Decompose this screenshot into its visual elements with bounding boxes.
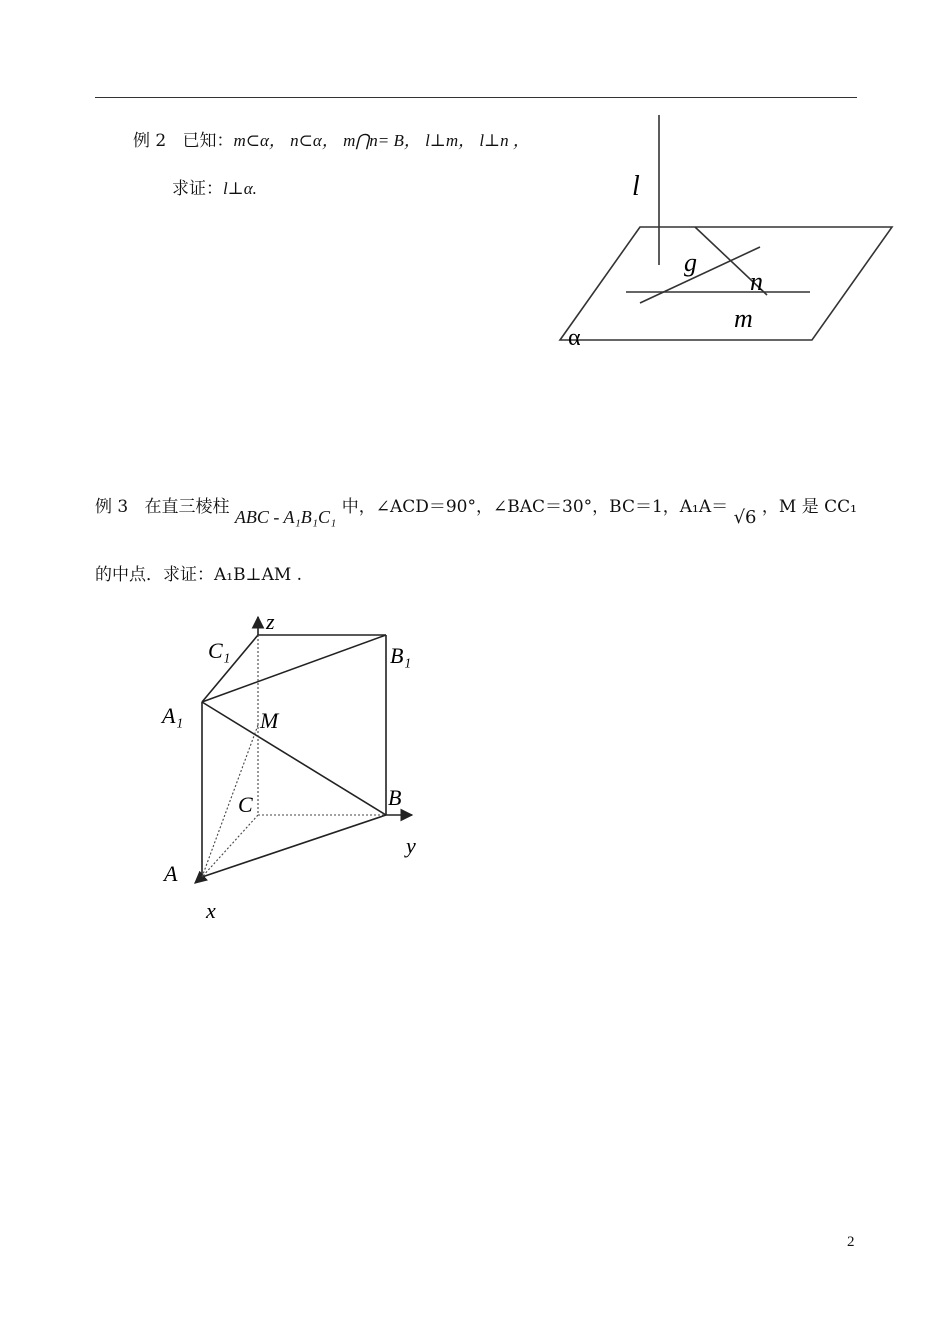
example2-given	[133, 126, 530, 151]
label-m: m	[734, 304, 753, 333]
example2-label: 例 2	[133, 131, 167, 151]
example2-prove-math: l⊥α.	[223, 179, 257, 198]
example3-text-part1: 在直三棱柱	[144, 497, 230, 517]
label-b: B	[388, 785, 402, 810]
edge-a-b	[202, 815, 386, 877]
label-n: n	[750, 267, 763, 296]
example3-line1	[95, 492, 857, 528]
example2-given-math: m⊂α， n⊂α， m⋂n= B， l⊥m， l⊥n ，	[233, 131, 530, 150]
label-b1: B₁	[390, 643, 412, 668]
label-g: g	[684, 248, 697, 277]
page-number: 2	[847, 1234, 855, 1250]
figure-plane-lines	[540, 105, 910, 355]
label-z: z	[266, 609, 275, 634]
label-m-point: M	[260, 708, 279, 733]
segment-a1-b	[202, 702, 386, 815]
example3-sqrt6: √6	[733, 507, 757, 528]
label-c1: C₁	[208, 638, 231, 663]
example2-given-prefix: 已知：	[182, 131, 234, 151]
example3-text-part2: 中，∠ACD＝90°，∠BAC＝30°，BC＝1，A₁A＝	[341, 497, 729, 517]
label-l: l	[632, 171, 640, 202]
example2-prove	[172, 174, 257, 199]
header-rule	[95, 97, 857, 98]
label-a: A	[164, 861, 178, 886]
axis-x	[195, 877, 202, 883]
line-g	[640, 247, 760, 303]
figure-prism	[150, 605, 450, 935]
example3-prism: ABC - A₁B₁C₁	[234, 507, 337, 527]
label-x: x	[206, 898, 216, 923]
label-c: C	[238, 792, 253, 817]
label-a1: A₁	[162, 703, 184, 728]
example2-prove-prefix: 求证：	[172, 179, 223, 199]
plane-alpha	[560, 227, 892, 340]
label-y: y	[406, 833, 416, 858]
example3-line2: 的中点．求证：A₁B⊥AM .	[95, 565, 303, 585]
example3-label: 例 3	[95, 497, 129, 517]
label-alpha: α	[568, 325, 581, 351]
example3-text-part3: ，M 是 CC₁	[761, 497, 857, 517]
